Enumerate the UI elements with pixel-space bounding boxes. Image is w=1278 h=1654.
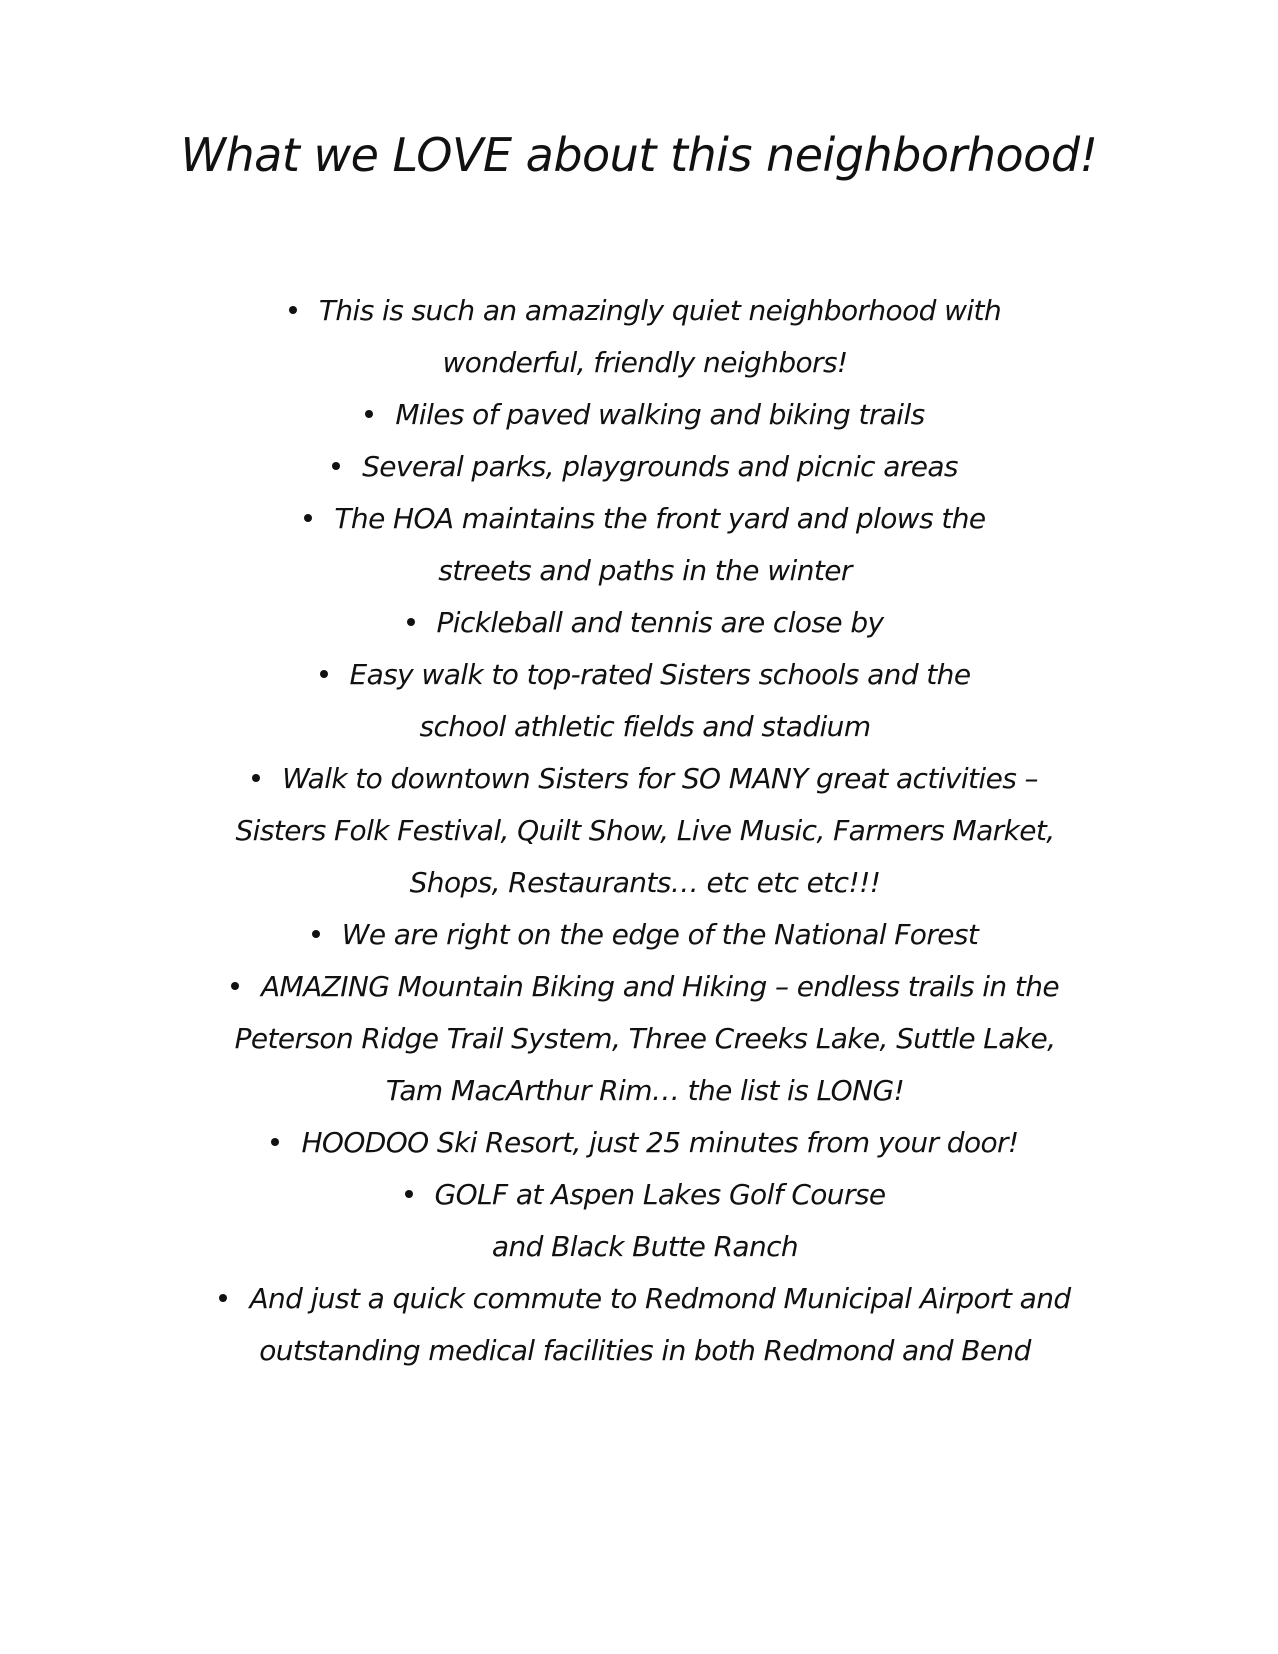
bullet-icon (405, 1190, 413, 1198)
list-item (170, 1273, 1120, 1377)
bullet-icon (407, 618, 415, 626)
list-item-text: wonderful, friendly neighbors! (442, 346, 848, 379)
bullet-icon (320, 670, 328, 678)
bullet-icon (332, 462, 340, 470)
list-item (170, 753, 1120, 909)
list-item-text: Tam MacArthur Rim… the list is LONG! (385, 1074, 905, 1107)
list-item (170, 909, 1120, 961)
list-item (170, 493, 1120, 597)
list-item-text: HOODOO Ski Resort, just 25 minutes from your door! (301, 1126, 1019, 1159)
page-title: What we LOVE about this neighborhood! (180, 128, 1098, 182)
list-item-text: Miles of paved walking and biking trails (395, 398, 925, 431)
list-item-text: And just a quick commute to Redmond Municipal Airport and (249, 1282, 1071, 1315)
list-item-text: AMAZING Mountain Biking and Hiking – endless trails in the (260, 970, 1060, 1003)
bullet-icon (271, 1138, 279, 1146)
list-item-text: Walk to downtown Sisters for SO MANY great activities – (282, 762, 1038, 795)
list-item-text: Easy walk to top-rated Sisters schools and the (349, 658, 971, 691)
list-item-text: GOLF at Aspen Lakes Golf Course (434, 1178, 886, 1211)
list-item (170, 1169, 1120, 1273)
list-item-text: Pickleball and tennis are close by (436, 606, 884, 639)
list-item (170, 1117, 1120, 1169)
bullet-icon (304, 514, 312, 522)
list-item (170, 285, 1120, 389)
amenities-list (170, 285, 1120, 1377)
list-item-text: The HOA maintains the front yard and plows the (334, 502, 986, 535)
list-item (170, 389, 1120, 441)
list-item-text: Shops, Restaurants… etc etc etc!!! (409, 866, 881, 899)
list-item-text: outstanding medical facilities in both Redmond and Bend (259, 1334, 1031, 1367)
bullet-icon (289, 306, 297, 314)
list-item (170, 597, 1120, 649)
list-item-text: Several parks, playgrounds and picnic areas (362, 450, 958, 483)
list-item (170, 441, 1120, 493)
bullet-icon (365, 410, 373, 418)
list-item-text: Peterson Ridge Trail System, Three Creeks Lake, Suttle Lake, (234, 1022, 1056, 1055)
list-item-text: Sisters Folk Festival, Quilt Show, Live Music, Farmers Market, (235, 814, 1055, 847)
bullet-icon (231, 982, 239, 990)
bullet-icon (252, 774, 260, 782)
list-item-text: streets and paths in the winter (438, 554, 852, 587)
list-item-text: school athletic fields and stadium (419, 710, 871, 743)
list-item-text: This is such an amazingly quiet neighborhood with (318, 294, 1002, 327)
list-item-text: We are right on the edge of the National Forest (341, 918, 979, 951)
list-item (170, 961, 1120, 1117)
list-item (170, 649, 1120, 753)
bullet-icon (312, 930, 320, 938)
list-item-text: and Black Butte Ranch (491, 1230, 799, 1263)
bullet-icon (219, 1294, 227, 1302)
